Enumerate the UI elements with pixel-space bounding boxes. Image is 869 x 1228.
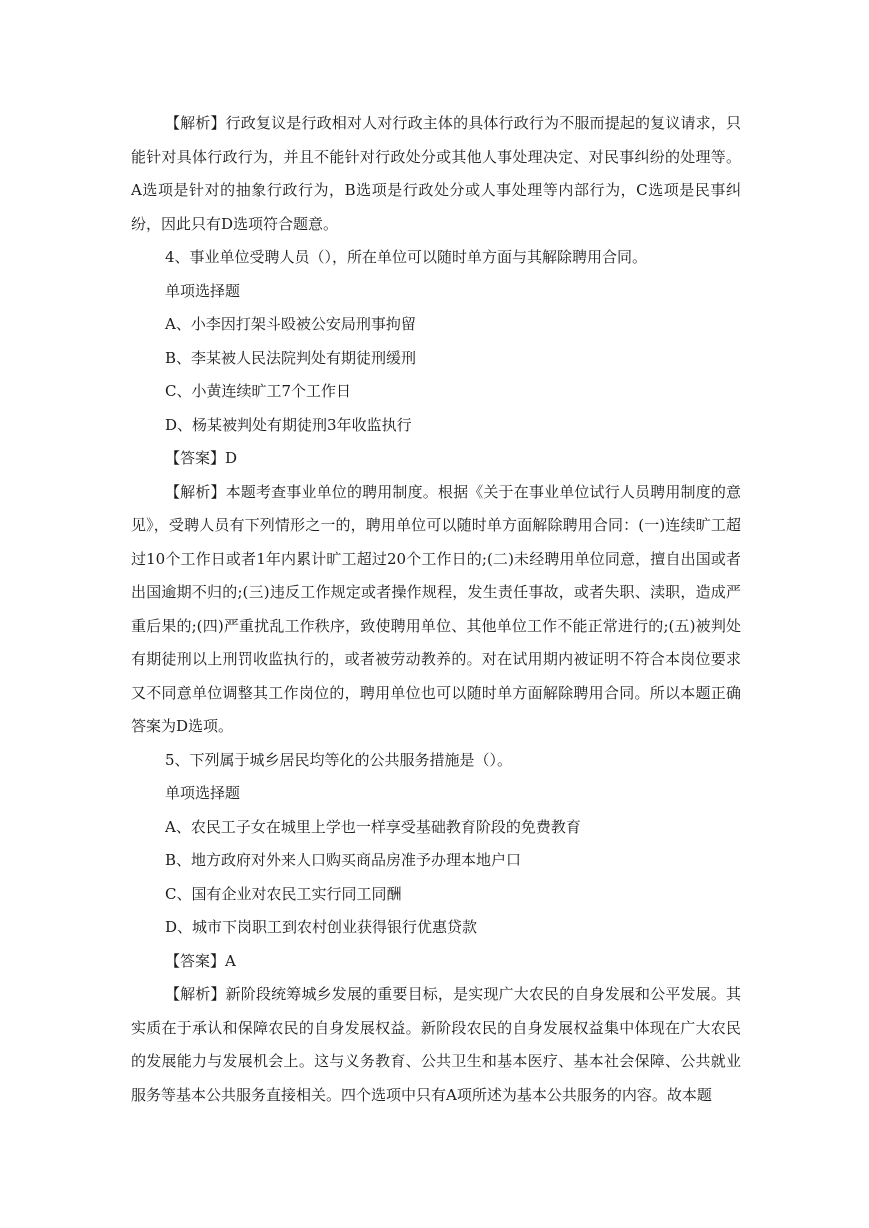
question-5-stem: 5、下列属于城乡居民均等化的公共服务措施是（）。 (165, 750, 513, 769)
analysis-paragraph-q3: 【解析】行政复议是行政相对人对行政主体的具体行政行为不服而提起的复议请求，只能针对具体行政行为，并且不能针对行政处分或其他人事处理决定、对民事纠纷的处理等。A选项是针对的抽象行政行为，B选项是行政处分或人事处理等内部行为，C选项是民事纠纷，因此只有D选项符合题意。 (131, 114, 741, 233)
question-5-option-d: D、城市下岗职工到农村创业获得银行优惠贷款 (165, 918, 478, 936)
question-4-option-b: B、李某被人民法院判处有期徒刑缓刑 (165, 348, 417, 367)
question-5-type: 单项选择题 (165, 784, 241, 802)
question-4-type: 单项选择题 (165, 281, 241, 300)
question-5-answer: 【答案】A (165, 951, 236, 970)
question-4-option-d: D、杨某被判处有期徒刑3年收监执行 (165, 415, 412, 434)
analysis-paragraph-q4: 【解析】本题考查事业单位的聘用制度。根据《关于在事业单位试行人员聘用制度的意见》，受聘人员有下列情形之一的，聘用单位可以随时单方面解除聘用合同：(一)连续旷工超过10个工作日或者1年内累计旷工超过20个工作日的;(二)未经聘用单位同意，擅自出国或者出国逾期不归的;(三)违反工作规定或者操作规程，发生责任事故，或者失职、渎职，造成严重后果的;(四)严重扰乱工作秩序，致使聘用单位、其他单位工作不能正常进行的;(五)被判处有期徒刑以上刑罚收监执行的，或者被劳动教养的。对在试用期内被证明不符合本岗位要求又不同意单位调整其工作岗位的，聘用单位也可以随时单方面解除聘用合同。所以本题正确答案为D选项。 (131, 482, 741, 735)
analysis-paragraph-q5: 【解析】新阶段统筹城乡发展的重要目标，是实现广大农民的自身发展和公平发展。其实质在于承认和保障农民的自身发展权益。新阶段农民的自身发展权益集中体现在广大农民的发展能力与发展机会上。这与义务教育、公共卫生和基本医疗、基本社会保障、公共就业服务等基本公共服务直接相关。四个选项中只有A项所述为基本公共服务的内容。故本题 (131, 985, 741, 1104)
question-4-option-a: A、小李因打架斗殴被公安局刑事拘留 (165, 315, 416, 333)
question-4-stem: 4、事业单位受聘人员（），所在单位可以随时单方面与其解除聘用合同。 (165, 248, 648, 266)
question-5-option-a: A、农民工子女在城里上学也一样享受基础教育阶段的免费教育 (165, 817, 581, 836)
document-body (131, 107, 741, 1112)
question-5-option-b: B、地方政府对外来人口购买商品房准予办理本地户口 (165, 851, 522, 869)
question-4-answer: 【答案】D (165, 449, 238, 467)
question-4-option-c: C、小黄连续旷工7个工作日 (165, 382, 352, 400)
question-5-option-c: C、国有企业对农民工实行同工同酬 (165, 884, 402, 903)
